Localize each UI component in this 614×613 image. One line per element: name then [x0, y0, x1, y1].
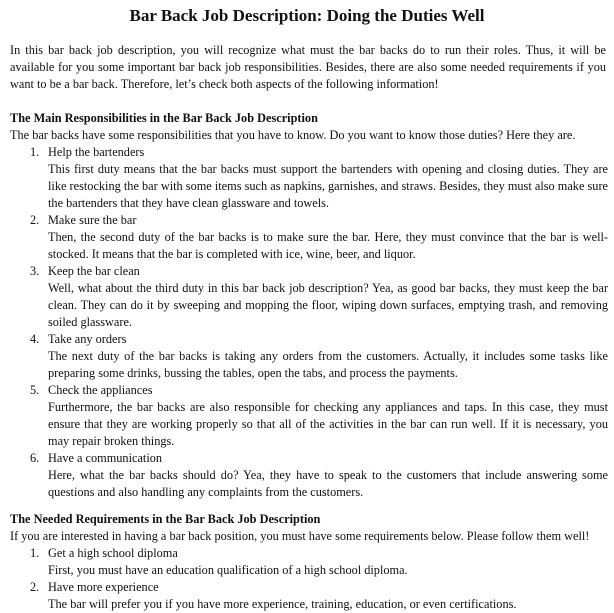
- item-title: Keep the bar clean: [48, 264, 140, 278]
- requirements-list: [10, 545, 608, 613]
- list-item: [10, 144, 608, 212]
- item-description: First, you must have an education qualification of a high school diploma.: [48, 563, 408, 577]
- section-intro: If you are interested in having a bar back position, you must have some requirements below. Please follow them well!: [10, 529, 590, 543]
- item-title: Make sure the bar: [48, 213, 137, 227]
- item-number: 5.: [30, 383, 40, 397]
- responsibilities-list: [10, 144, 608, 501]
- list-item: [10, 579, 608, 613]
- item-number: 4.: [30, 332, 40, 346]
- item-title: Have a communication: [48, 451, 163, 465]
- list-item: [10, 545, 608, 579]
- item-description: Well, what about the third duty in this bar back job description? Yea, as good bar backs, they must keep the bar clean. They can do it by sweeping and mopping the floor, wiping down surfaces, emptying trash, and removing soiled glassware.: [48, 281, 608, 329]
- section-heading: The Needed Requirements in the Bar Back Job Description: [10, 512, 321, 526]
- intro-paragraph: In this bar back job description, you will recognize what must the bar backs do to run their roles. Thus, it will be available for you some important bar back job responsibilities. Besides, there are also some needed requirements if you want to be a bar back. Therefore, let’s check both aspects of the following information!: [10, 43, 606, 91]
- item-description: Here, what the bar backs should do? Yea, they have to speak to the customers that include answering some questions and also handling any complaints from the customers.: [48, 468, 608, 499]
- page-title: Bar Back Job Description: Doing the Duties Well: [129, 6, 485, 25]
- item-description: Furthermore, the bar backs are also responsible for checking any appliances and taps. In this case, they must ensure that they are working properly so that all of the activities in the bar can run well. If it is necessary, you may repair broken things.: [48, 400, 608, 448]
- item-description: Then, the second duty of the bar backs is to make sure the bar. Here, they must convince that the bar is well-stocked. It means that the bar is completed with ice, wine, beer, and liquor.: [48, 230, 608, 261]
- item-number: 2.: [30, 213, 40, 227]
- item-title: Help the bartenders: [48, 145, 145, 159]
- item-title: Get a high school diploma: [48, 546, 178, 560]
- item-title: Check the appliances: [48, 383, 153, 397]
- item-number: 6.: [30, 451, 40, 465]
- item-description: The next duty of the bar backs is taking any orders from the customers. Actually, it includes some tasks like preparing some drinks, bussing the tables, open the tabs, and process the payments.: [48, 349, 608, 380]
- item-number: 1.: [30, 546, 40, 560]
- list-item: [10, 331, 608, 382]
- item-number: 3.: [30, 264, 40, 278]
- list-item: [10, 450, 608, 501]
- item-number: 2.: [30, 580, 40, 594]
- item-description: This first duty means that the bar backs must support the bartenders with opening and closing duties. They are like restocking the bar with some items such as napkins, garnishes, and straws. Besides, they must also make sure the bartenders that they have clean glassware and towels.: [48, 162, 608, 210]
- item-description: The bar will prefer you if you have more experience, training, education, or even certifications.: [48, 597, 517, 611]
- responsibilities-section: [10, 110, 608, 501]
- section-heading: The Main Responsibilities in the Bar Back Job Description: [10, 111, 318, 125]
- item-number: 1.: [30, 145, 40, 159]
- item-title: Have more experience: [48, 580, 159, 594]
- requirements-section: [10, 511, 608, 613]
- list-item: [10, 382, 608, 450]
- item-title: Take any orders: [48, 332, 127, 346]
- list-item: [10, 263, 608, 331]
- list-item: [10, 212, 608, 263]
- section-intro: The bar backs have some responsibilities that you have to know. Do you want to know those duties? Here they are.: [10, 128, 576, 142]
